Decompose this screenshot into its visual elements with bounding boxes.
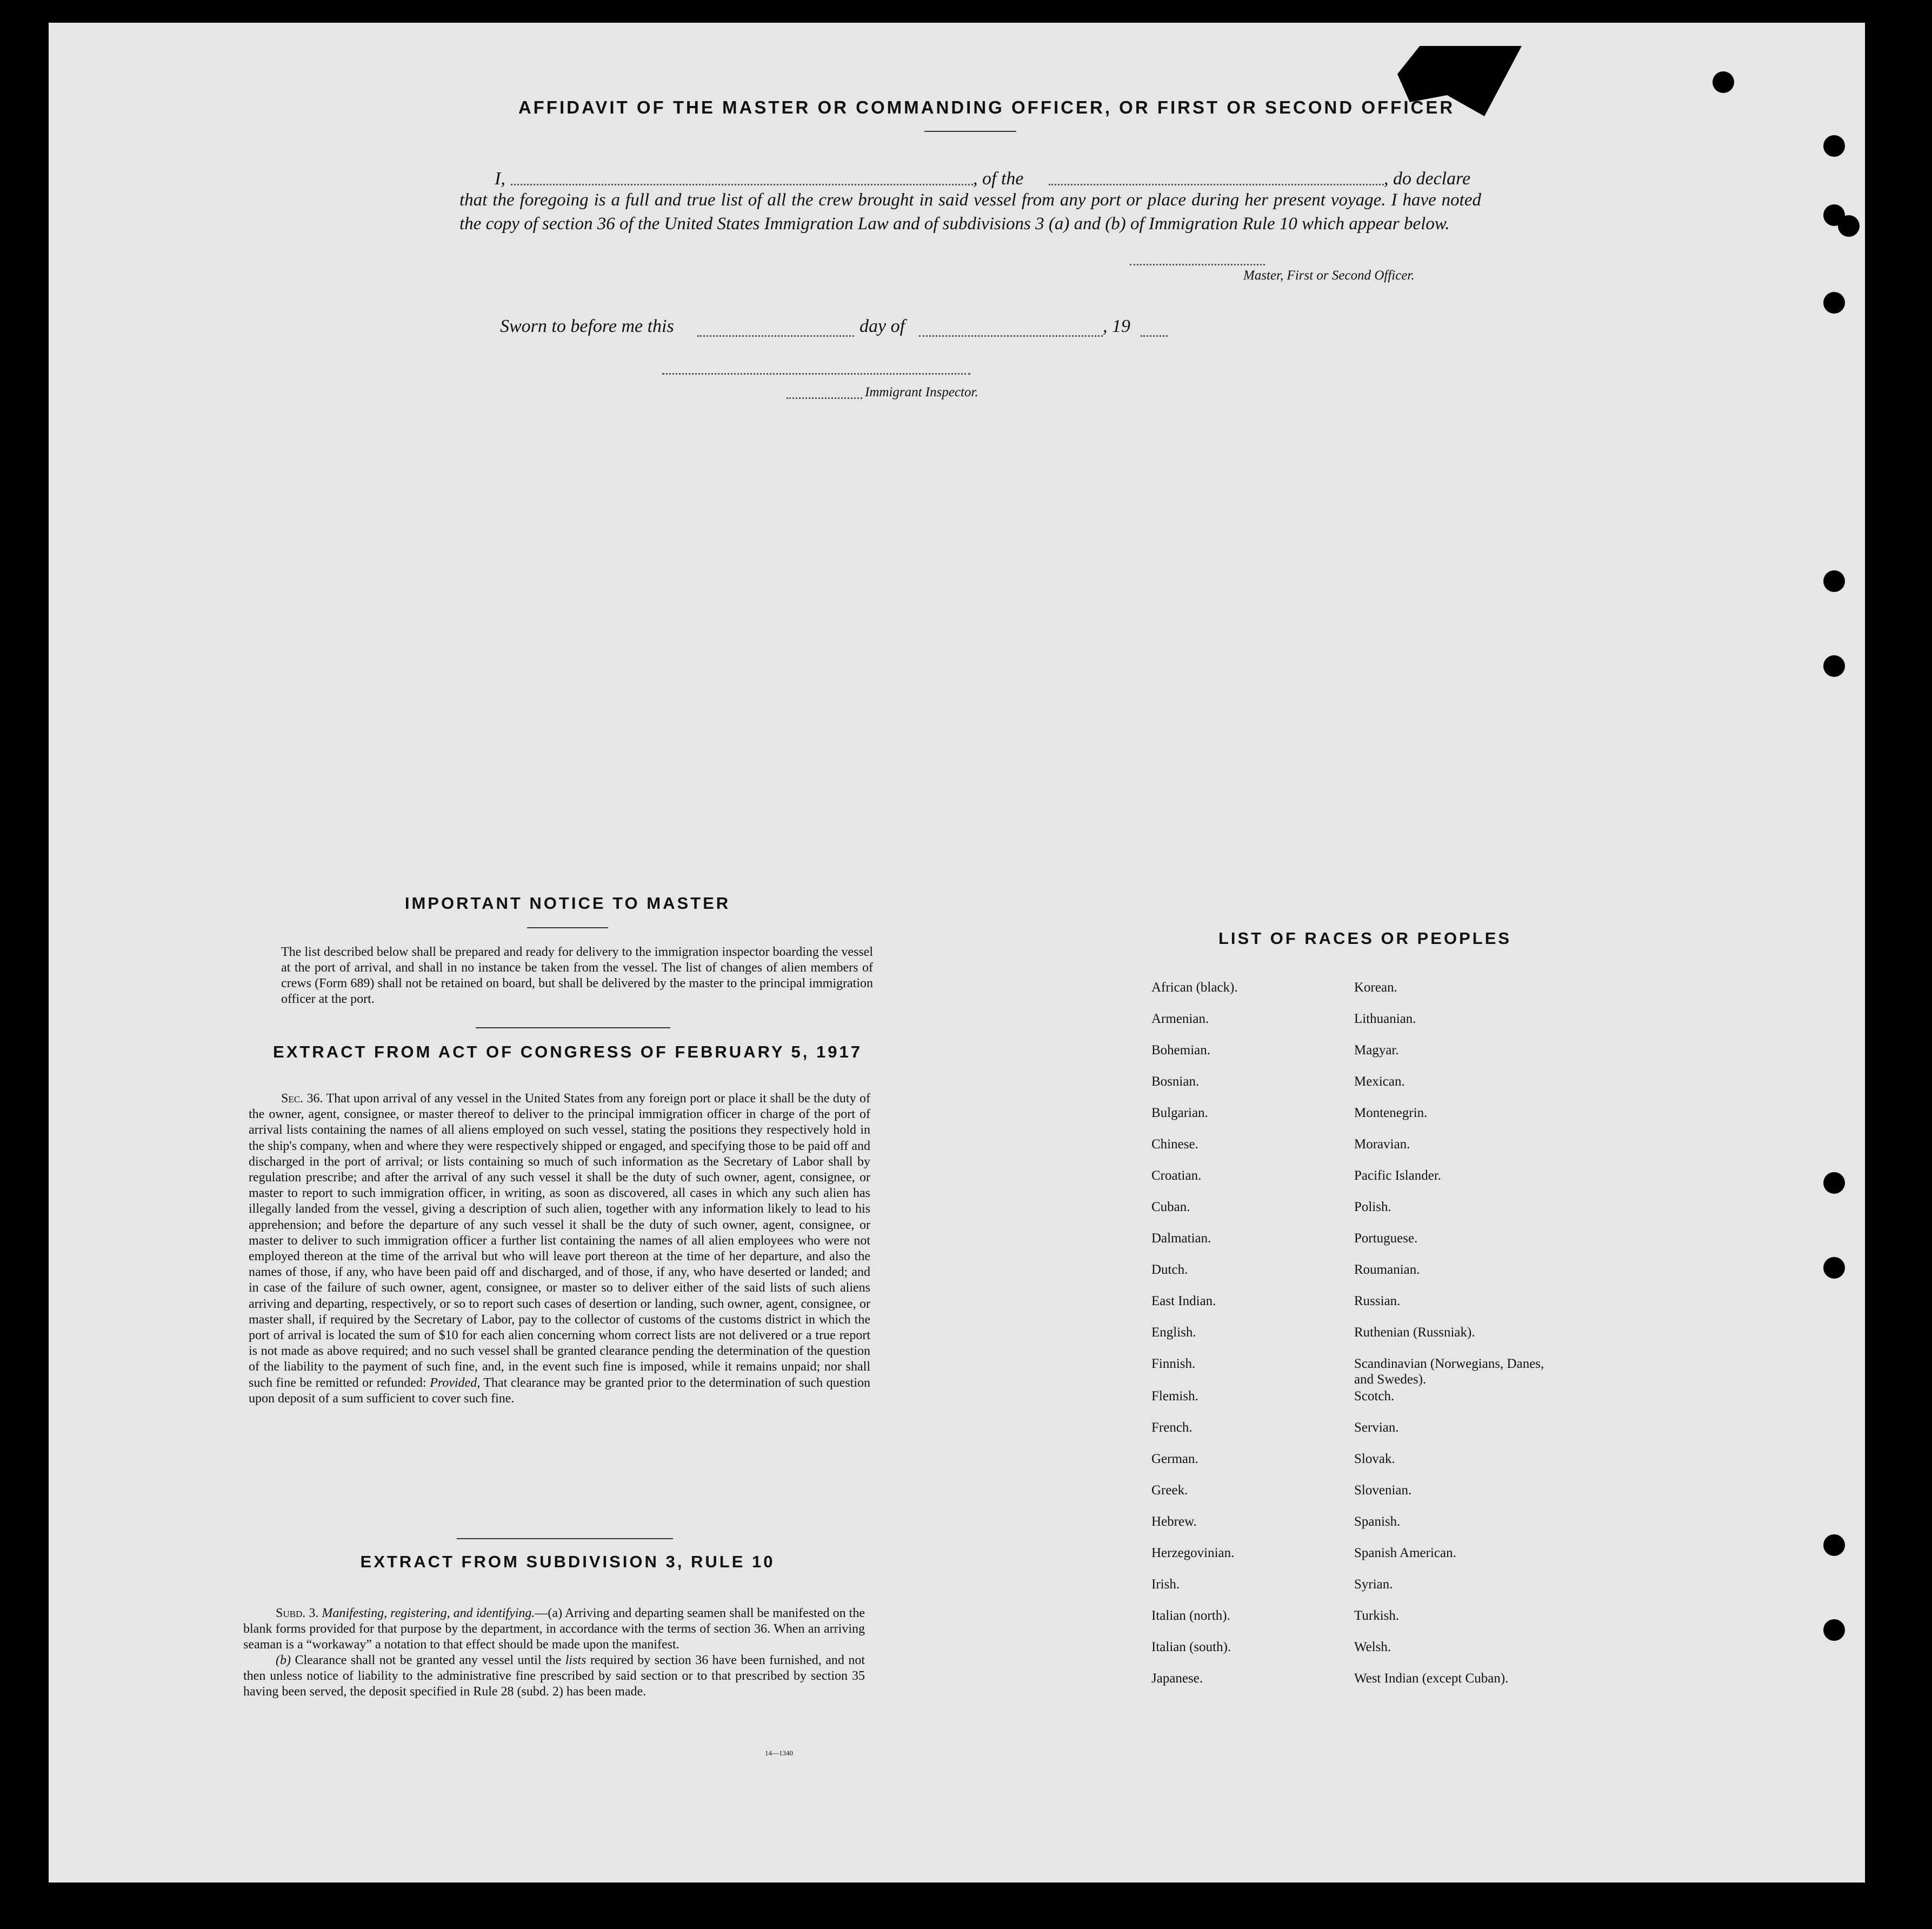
race-item: Japanese. [1151,1671,1203,1686]
race-item: Scotch. [1354,1389,1395,1403]
race-item: Roumanian. [1354,1262,1420,1277]
race-item: Slovak. [1354,1452,1395,1466]
inspector-name-line [787,397,862,399]
declaration-do-declare: , do declare [1384,169,1471,189]
declaration-name-line [495,169,505,189]
proviso-text: That clearance may be granted prior to the determination of such question upon deposit of a sum sufficient to cover such fine. [249,1375,871,1406]
race-item: African (black). [1151,980,1238,995]
punch-hole [1823,292,1845,314]
section-body: That upon arrival of any vessel in the United States from any foreign port or place it shall be the duty of the owner, agent, consignee, or master thereof to deliver to the principal immigration officer in charge of the port of arrival lists containing the names of all aliens employed on such vessel, stating the positions they respectively hold in the ship's company, when and where they were respectively shipped or engaged, and specifying those to be paid off and discharged in the port of arrival; or lists containing so much of such information as the Secretary of Labor shall by regulation prescribe; and after the arrival of any such vessel it shall be the duty of such owner, agent, consignee, or master to report to such immigration officer, in writing, as soon as discovered, all cases in which any such alien has illegally landed from the vessel, giving a description of such alien, together with any information likely to lead to his apprehension; and before the departure of any such vessel it shall be the duty of such owner, agent, consignee, or master to deliver to such immigration officer a further list containing the names of all alien employees who were not employed thereon at the time of the arrival but who will leave port thereon at the time of her departure, and also the names of those, if any, who have been paid off and discharged, and of those, if any, who have deserted or landed; and in case of the failure of such owner, agent, consignee, or master so to deliver either of the said lists of such aliens arriving and departing, respectively, or so to report such cases of desertion or landing, such owner, agent, consignee, or master shall, if required by the Secretary of Labor, pay to the collector of customs of the customs district in which the port of arrival is located the sum of $10 for each alien concerning whom correct lists are not delivered or a true report is not made as above required; and no such vessel shall be granted clearance pending the determination of the question of the liability to the payment of such fine, and, in the event such fine is imposed, while it remains unpaid; nor shall such fine be remitted or refunded: [249,1092,870,1390]
race-item: Hebrew. [1151,1514,1197,1529]
para-b-text-2: required by section 36 have been furnished, and not then unless notice of liability to the administrative fine prescribed by said section or to that prescribed by section 35 having been served, the deposit specified in Rule 28 (subd. 2) has been made. [243,1653,865,1699]
name-blank [511,184,973,185]
race-item: Lithuanian. [1354,1012,1416,1026]
race-item: East Indian. [1151,1294,1216,1308]
sworn-prefix: Sworn to before me this [500,316,674,336]
vessel-blank [1049,184,1384,185]
punch-hole [1823,570,1845,592]
punch-hole [1823,135,1845,157]
race-item: Bulgarian. [1151,1106,1208,1120]
section-36-text [249,1091,870,1407]
divider [924,131,1016,132]
race-item: Servian. [1354,1420,1399,1435]
race-item: Cuban. [1151,1200,1190,1214]
punch-hole [1823,1619,1845,1641]
sworn-day-blank [697,335,854,337]
race-item: Mexican. [1354,1074,1405,1089]
race-item: Welsh. [1354,1640,1391,1654]
race-item: Ruthenian (Russniak). [1354,1325,1475,1340]
punch-hole [1823,1172,1845,1194]
race-item: Spanish American. [1354,1546,1456,1560]
race-item: Finnish. [1151,1356,1196,1371]
notice-body: The list described below shall be prepared and ready for delivery to the immigration inspector boarding the vessel at the port of arrival, and shall in no instance be taken from the vessel. The list of changes of alien members of crews (Form 689) shall not be retained on board, but shall be delivered by the master to the principal immigration officer at the port. [281,945,873,1006]
punch-hole [1823,655,1845,677]
notice-title: IMPORTANT NOTICE TO MASTER [404,894,731,913]
race-item: Pacific Islander. [1354,1168,1442,1183]
races-right-column [1354,980,1560,1702]
race-item: Syrian. [1354,1577,1393,1592]
section-label: Sec. 36. [281,1092,323,1106]
inspector-signature-line [662,373,970,375]
master-signature-line [1130,264,1265,265]
race-item: Armenian. [1151,1012,1209,1026]
punch-hole [1713,71,1734,93]
race-item: Spanish. [1354,1514,1401,1529]
para-b-text-1: Clearance shall not be granted any vessel until the [295,1653,562,1667]
race-item: Bosnian. [1151,1074,1200,1089]
declaration-i: I, [495,169,505,189]
race-item: Moravian. [1354,1137,1410,1152]
race-item: Turkish. [1354,1608,1400,1623]
paragraph-b [243,1653,865,1700]
subd-label: Subd. 3. [276,1606,319,1620]
rule-extract-title: EXTRACT FROM SUBDIVISION 3, RULE 10 [360,1552,775,1571]
race-item: Chinese. [1151,1137,1198,1152]
act-extract-title: EXTRACT FROM ACT OF CONGRESS OF FEBRUARY 5, 1917 [273,1042,862,1061]
rule-extract-body [243,1606,865,1700]
sworn-year-blank [1141,335,1168,337]
race-item: English. [1151,1325,1196,1340]
inspector-caption: Immigrant Inspector. [865,385,978,400]
form-number: 14—1340 [765,1749,793,1757]
sworn-day-of: day of [860,316,905,336]
proviso-label: Provided, [430,1375,481,1390]
race-item: Montenegrin. [1354,1106,1428,1120]
race-item: Herzegovinian. [1151,1546,1235,1560]
punch-hole [1823,1257,1845,1279]
divider [457,1538,673,1539]
race-item: Italian (north). [1151,1608,1230,1623]
race-item: Korean. [1354,980,1397,995]
para-b-lists: lists [565,1653,587,1667]
sworn-year: , 19 [1103,316,1130,336]
races-left-column [1151,980,1238,1702]
race-item: Magyar. [1354,1043,1399,1057]
divider [476,1027,670,1028]
para-a-text: Arriving and departing seamen shall be manifested on the blank forms provided for that purpose by the department, in accordance with the terms of section 36. When an arriving seaman is a “workaway” a notation to that effect should be made upon the manifest. [243,1606,865,1652]
race-item: Irish. [1151,1577,1180,1592]
race-item: Polish. [1354,1200,1391,1214]
race-item: Portuguese. [1354,1231,1418,1246]
declaration-of-the: , of the [973,169,1024,189]
races-title: LIST OF RACES OR PEOPLES [1218,929,1512,948]
race-item: Croatian. [1151,1168,1202,1183]
race-item: West Indian (except Cuban). [1354,1671,1509,1686]
punch-hole [1823,1534,1845,1556]
race-item: Slovenian. [1354,1483,1412,1498]
divider [527,927,608,928]
master-signature-caption: Master, First or Second Officer. [1243,268,1415,283]
race-item: Dalmatian. [1151,1231,1211,1246]
punch-hole [1838,215,1860,237]
race-item: German. [1151,1452,1198,1466]
subd-heading: Manifesting, registering, and identifying. [322,1606,535,1620]
para-b-label: (b) [276,1653,291,1667]
race-item: Bohemian. [1151,1043,1211,1057]
affidavit-title: AFFIDAVIT OF THE MASTER OR COMMANDING OFFICER, OR FIRST OR SECOND OFFICER [518,97,1455,117]
race-item: Dutch. [1151,1262,1188,1277]
race-item: Scandinavian (Norwegians, Danes, and Swedes). [1354,1356,1544,1387]
race-item: Italian (south). [1151,1640,1231,1654]
declaration-body: that the foregoing is a full and true list of all the crew brought in said vessel from any port or place during her present voyage. I have noted the copy of section 36 of the United States Immigration Law and of subdivisions 3 (a) and (b) of Immigration Rule 10 which appear below. [459,190,1481,234]
para-a-label: —(a) [535,1606,563,1620]
race-item: French. [1151,1420,1192,1435]
paragraph-a [243,1606,865,1653]
race-item: Russian. [1354,1294,1401,1308]
sworn-month-blank [919,335,1103,337]
race-item: Greek. [1151,1483,1188,1498]
race-item: Flemish. [1151,1389,1198,1403]
